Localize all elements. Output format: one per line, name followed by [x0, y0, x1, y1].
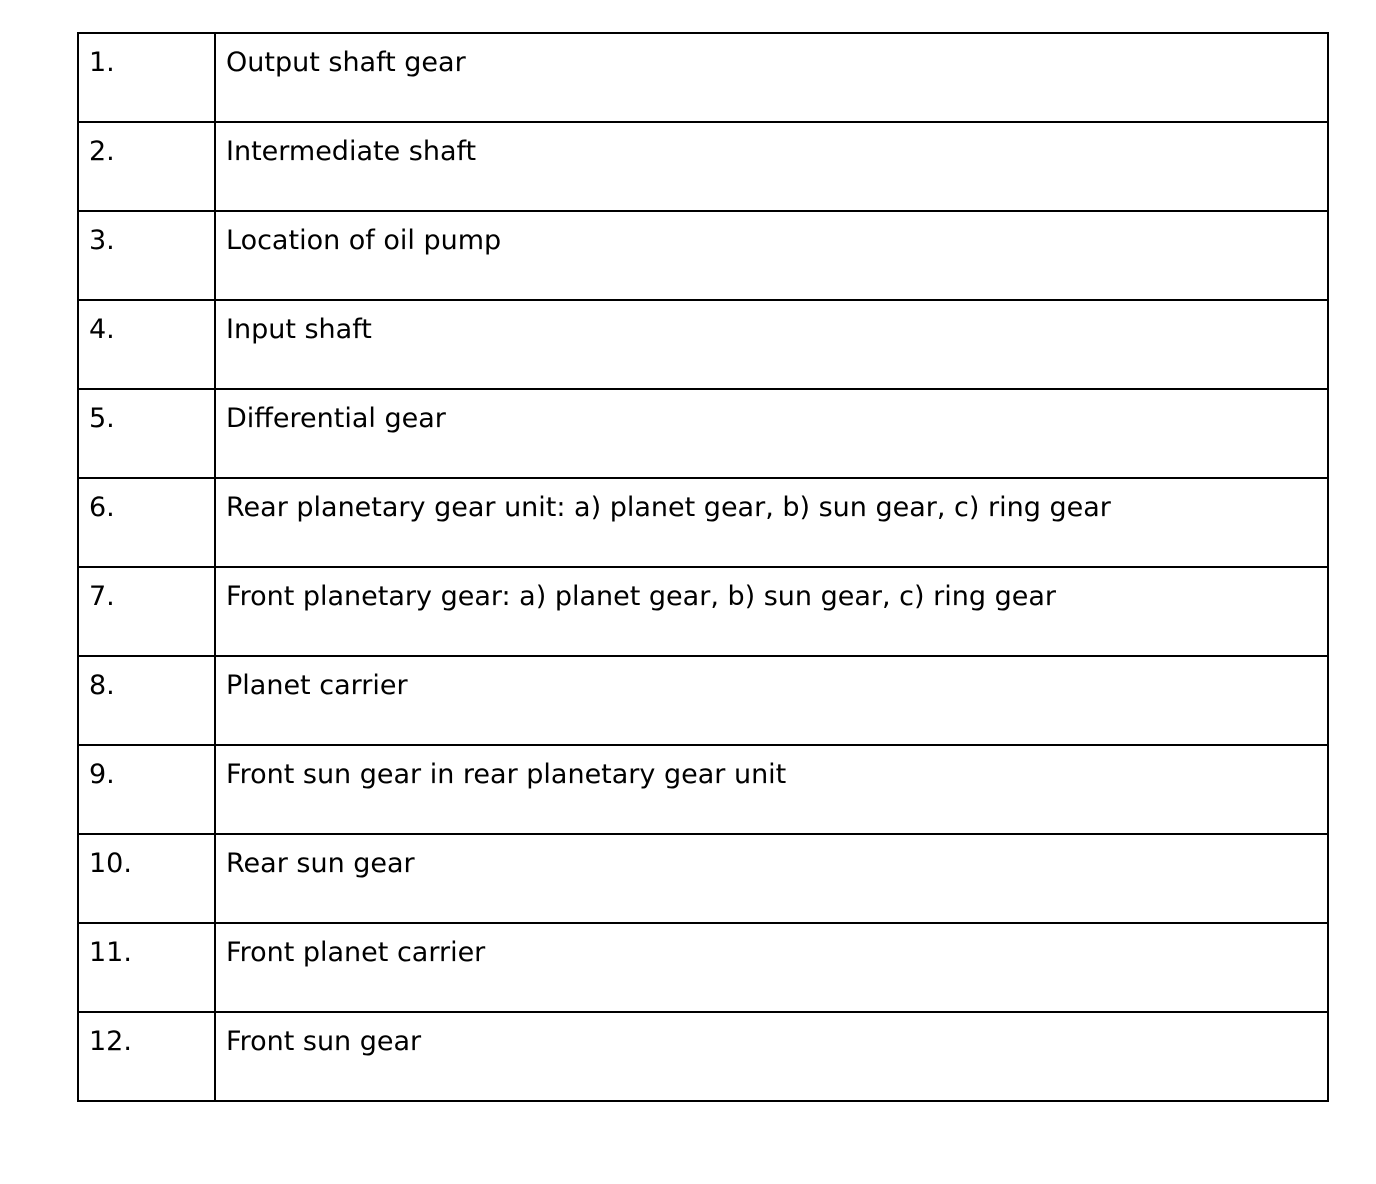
part-description: Rear planetary gear unit: a) planet gear, b) sun gear, c) ring gear [215, 478, 1328, 567]
part-description: Planet carrier [215, 656, 1328, 745]
part-description: Rear sun gear [215, 834, 1328, 923]
part-number: 5. [78, 389, 215, 478]
part-description: Front planetary gear: a) planet gear, b) sun gear, c) ring gear [215, 567, 1328, 656]
table-row [78, 567, 1328, 656]
table-row [78, 478, 1328, 567]
table-row [78, 33, 1328, 122]
table-row [78, 211, 1328, 300]
table-row [78, 745, 1328, 834]
part-number: 12. [78, 1012, 215, 1101]
part-description: Front sun gear in rear planetary gear unit [215, 745, 1328, 834]
table-row [78, 122, 1328, 211]
part-description: Differential gear [215, 389, 1328, 478]
part-description: Intermediate shaft [215, 122, 1328, 211]
part-number: 4. [78, 300, 215, 389]
part-number: 3. [78, 211, 215, 300]
part-description: Location of oil pump [215, 211, 1328, 300]
part-number: 6. [78, 478, 215, 567]
table-row [78, 389, 1328, 478]
part-number: 8. [78, 656, 215, 745]
part-description: Input shaft [215, 300, 1328, 389]
table-row [78, 300, 1328, 389]
part-description: Output shaft gear [215, 33, 1328, 122]
parts-legend-table [77, 32, 1329, 1102]
part-description: Front sun gear [215, 1012, 1328, 1101]
part-number: 9. [78, 745, 215, 834]
table-row [78, 923, 1328, 1012]
part-number: 2. [78, 122, 215, 211]
part-number: 1. [78, 33, 215, 122]
table-row [78, 834, 1328, 923]
part-number: 7. [78, 567, 215, 656]
table-row [78, 1012, 1328, 1101]
part-description: Front planet carrier [215, 923, 1328, 1012]
table-row [78, 656, 1328, 745]
part-number: 11. [78, 923, 215, 1012]
part-number: 10. [78, 834, 215, 923]
